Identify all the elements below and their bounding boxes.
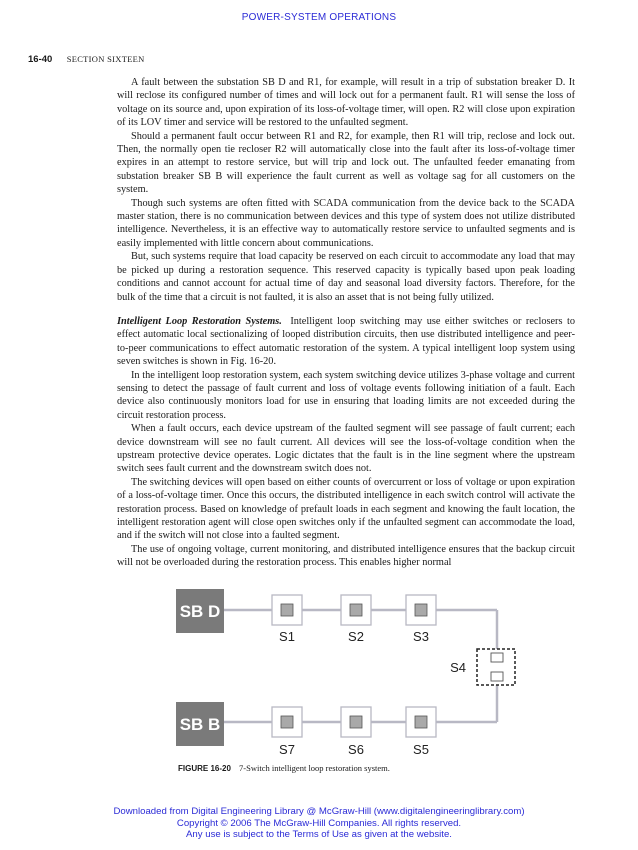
paragraph: In the intelligent loop restoration system, each system switching device utilizes 3-phase voltage and current sensing to detect the passage of fault current and loss of voltage events following initiation of a fault. Each device also continuously monitors load for use in ensuring that loading limits are not exceeded during the circuit restoration process. xyxy=(117,369,575,421)
switch-s5 xyxy=(406,707,436,737)
switch-s2 xyxy=(341,595,371,625)
running-head: POWER-SYSTEM OPERATIONS xyxy=(241,12,397,23)
download-footer xyxy=(0,806,638,841)
footer-copyright: Copyright © 2006 The McGraw-Hill Companies. All rights reserved. xyxy=(176,817,462,829)
body-text xyxy=(117,76,575,570)
section-title: SECTION SIXTEEN xyxy=(66,54,145,64)
switch-s1-label: S1 xyxy=(279,629,295,644)
footer-terms: Any use is subject to the Terms of Use as given at the website. xyxy=(186,829,452,840)
paragraph: The use of ongoing voltage, current monitoring, and distributed intelligence ensures that the backup circuit will not be overloaded during the restoration process. This enables higher normal xyxy=(117,543,575,569)
subsection-lead-paragraph xyxy=(117,315,575,369)
switch-s2-label: S2 xyxy=(348,629,364,644)
switch-s4-tie xyxy=(477,649,515,685)
paragraph: Should a permanent fault occur between R1 and R2, for example, then R1 will trip, reclose and lock out. Then, the normally open tie recloser R2 will automatically close into the fault after its loss-of-voltage timer expires in an attempt to restore service, but will trip and lock out. The unfaulted feeder emanating from substation breaker SB B will experience the fault current as well as voltage sag for all customers on the system. xyxy=(117,130,575,196)
loop-diagram-svg xyxy=(170,584,520,764)
switch-s6-label: S6 xyxy=(348,742,364,757)
switch-s7-label: S7 xyxy=(279,742,295,757)
figure-caption xyxy=(178,763,390,773)
paragraph: When a fault occurs, each device upstream of the faulted segment will see passage of fault current; each device downstream will see no fault current. All devices will see the loss-of-voltage condition when the upstream protective device operates. Logic dictates that the fault is in the line segment where the upstream switch sees fault current and the downstream switch does not. xyxy=(117,423,575,475)
footer-download-link[interactable]: Downloaded from Digital Engineering Library @ McGraw-Hill (www.digitalengineeringlibrary.com) xyxy=(113,806,525,817)
switch-s5-label: S5 xyxy=(413,742,429,757)
paragraph: A fault between the substation SB D and R1, for example, will result in a trip of substation breaker D. It will reclose its configured number of times and will lock out for a permanent fault. R1 will sense the loss of voltage on its source and, upon expiration of its loss-of-voltage timer, will open. R2 will close upon expiration of its LOV timer and service will be restored to the unfaulted segment. xyxy=(117,77,575,129)
subsection-lead-text: Intelligent loop switching may use either switches or reclosers to effect automatic local sectionalizing of looped distribution circuits, then use distributed intelligence and peer-to-peer communications to effect automatic restoration of the system. A typical intelligent loop system using seven switches is shown in Fig. 16-20. xyxy=(117,315,576,368)
figure-caption-label: FIGURE 16-20 xyxy=(178,764,231,773)
substation-sb-b-label: SB B xyxy=(179,715,221,734)
paragraph: But, such systems require that load capacity be reserved on each circuit to accommodate any load that may be picked up during a restoration sequence. This reserved capacity is typically based upon peak loading conditions and cannot account for actual time of day and seasonal load diversity factors. Therefore, for the bulk of the time that a circuit is not faulted, it is also an asset that is not being fully utilized. xyxy=(117,251,575,303)
paragraph: Though such systems are often fitted with SCADA communication from the device back to the SCADA master station, there is no communication between devices and this type of system does not utilize distributed intelligence. Nevertheless, it is an effective way to automatically restore service to unfaulted segments and is easily implemented with little concern about communications. xyxy=(117,197,575,249)
switch-s6 xyxy=(341,707,371,737)
substation-sb-d-label: SB D xyxy=(179,602,221,621)
switch-s3-label: S3 xyxy=(413,629,429,644)
switch-s1 xyxy=(272,595,302,625)
figure-caption-text: 7-Switch intelligent loop restoration system. xyxy=(239,763,390,773)
switch-s7 xyxy=(272,707,302,737)
subsection-heading: Intelligent Loop Restoration Systems. xyxy=(117,315,282,327)
switch-s3 xyxy=(406,595,436,625)
page-header xyxy=(28,54,145,65)
paragraph: The switching devices will open based on either counts of overcurrent or loss of voltage or upon expiration of a loss-of-voltage timer. Once this occurs, the distributed intelligence in each switch control will activate the restoration process. Based on knowledge of prefault loads in each segment and knowing the fault location, the intelligent restoration agent will close open switches only if the unfaulted segment can accommodate the load, and if the switch will not close into a faulted segment. xyxy=(117,476,575,542)
page-number: 16-40 xyxy=(28,54,53,65)
figure-loop-diagram xyxy=(170,584,520,764)
switch-s4-label: S4 xyxy=(450,660,466,675)
